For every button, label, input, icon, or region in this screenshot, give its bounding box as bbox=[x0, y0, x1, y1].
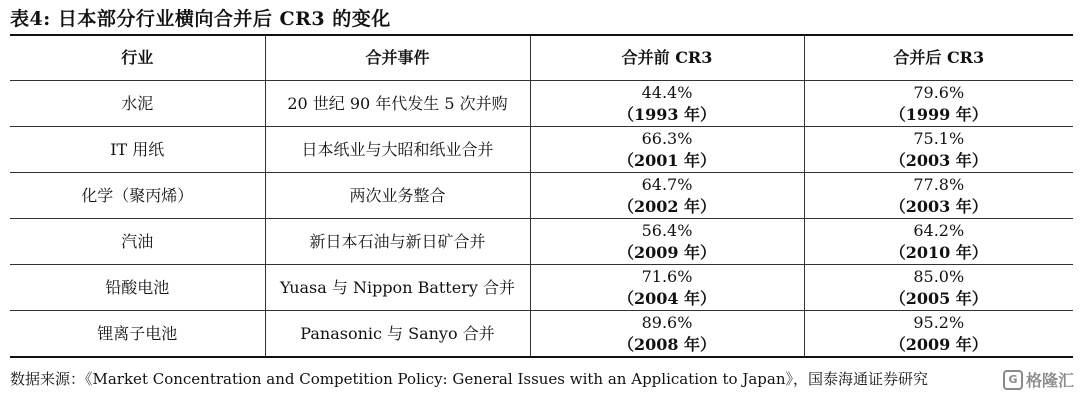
data-table bbox=[10, 36, 1073, 356]
after-pct: 95.2% bbox=[913, 312, 965, 332]
cell-event: 20 世纪 90 年代发生 5 次并购 bbox=[265, 81, 530, 127]
table-row bbox=[10, 219, 1073, 265]
cell-before bbox=[530, 173, 804, 219]
after-pct: 79.6% bbox=[913, 82, 965, 102]
before-pct: 64.7% bbox=[641, 174, 693, 194]
cell-after bbox=[804, 173, 1073, 219]
after-year: （2003 年） bbox=[889, 150, 988, 170]
header-event: 合并事件 bbox=[265, 36, 530, 81]
before-year: （2004 年） bbox=[617, 288, 717, 308]
table-row bbox=[10, 311, 1073, 357]
source-note: 数据来源：《Market Concentration and Competition Policy: General Issues with an Application to Japan》，国泰海通证券研究 bbox=[10, 370, 928, 388]
after-year: （2003 年） bbox=[889, 196, 988, 216]
after-pct: 64.2% bbox=[913, 220, 965, 240]
before-pct: 56.4% bbox=[641, 220, 693, 240]
before-pct: 44.4% bbox=[641, 82, 693, 102]
cell-event: 新日本石油与新日矿合并 bbox=[265, 219, 530, 265]
after-year: （2005 年） bbox=[889, 288, 988, 308]
header-before-cr3: 合并前 CR3 bbox=[530, 36, 804, 81]
watermark-text: 格隆汇 bbox=[1025, 371, 1074, 390]
cell-industry: 锂离子电池 bbox=[10, 311, 265, 357]
cell-after bbox=[804, 265, 1073, 311]
cell-before bbox=[530, 265, 804, 311]
cell-before bbox=[530, 219, 804, 265]
cell-industry: 铅酸电池 bbox=[10, 265, 265, 311]
watermark bbox=[1003, 368, 1074, 391]
table-row bbox=[10, 265, 1073, 311]
after-year: （1999 年） bbox=[889, 104, 988, 124]
table-row bbox=[10, 127, 1073, 173]
after-pct: 75.1% bbox=[913, 128, 965, 148]
cell-industry: 水泥 bbox=[10, 81, 265, 127]
cell-event: 两次业务整合 bbox=[265, 173, 530, 219]
before-pct: 66.3% bbox=[641, 128, 693, 148]
cell-after bbox=[804, 219, 1073, 265]
table-title: 表4: 日本部分行业横向合并后 CR3 的变化 bbox=[10, 8, 391, 30]
before-pct: 89.6% bbox=[641, 312, 693, 332]
cell-industry: 汽油 bbox=[10, 219, 265, 265]
cell-before bbox=[530, 311, 804, 357]
cell-after bbox=[804, 311, 1073, 357]
header-row bbox=[10, 36, 1073, 81]
cell-event: 日本纸业与大昭和纸业合并 bbox=[265, 127, 530, 173]
after-year: （2009 年） bbox=[889, 334, 988, 354]
cell-event: Panasonic 与 Sanyo 合并 bbox=[265, 311, 530, 357]
cell-before bbox=[530, 81, 804, 127]
cell-event: Yuasa 与 Nippon Battery 合并 bbox=[265, 265, 530, 311]
cell-before bbox=[530, 127, 804, 173]
header-after-cr3: 合并后 CR3 bbox=[804, 36, 1073, 81]
cell-industry: IT 用纸 bbox=[10, 127, 265, 173]
table-row bbox=[10, 81, 1073, 127]
before-year: （1993 年） bbox=[617, 104, 717, 124]
header-industry: 行业 bbox=[10, 36, 265, 81]
before-year: （2009 年） bbox=[617, 242, 717, 262]
cell-industry: 化学（聚丙烯） bbox=[10, 173, 265, 219]
after-pct: 77.8% bbox=[913, 174, 965, 194]
before-pct: 71.6% bbox=[641, 266, 693, 286]
before-year: （2002 年） bbox=[617, 196, 717, 216]
after-pct: 85.0% bbox=[913, 266, 965, 286]
after-year: （2010 年） bbox=[889, 242, 988, 262]
cell-after bbox=[804, 127, 1073, 173]
cr3-table bbox=[10, 34, 1073, 358]
watermark-logo-icon: G bbox=[1003, 370, 1023, 390]
cell-after bbox=[804, 81, 1073, 127]
before-year: （2001 年） bbox=[617, 150, 717, 170]
table-row bbox=[10, 173, 1073, 219]
before-year: （2008 年） bbox=[617, 334, 717, 354]
